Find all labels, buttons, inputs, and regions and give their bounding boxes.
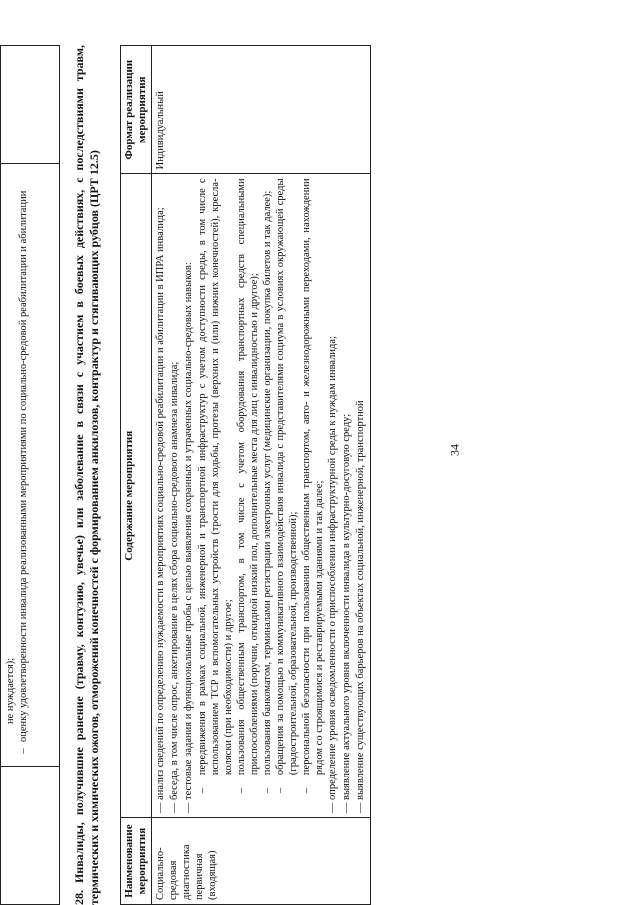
subitem-5: – персональной безопасности при пользовании общественным транспортом, авто- и железнодорожными переходами, нахождении рядом со строящимися и реставрируемыми зданиями и так далее; [301,178,325,794]
header-content: Содержание мероприятия [121,174,152,818]
rotated-sheet [0,5,640,905]
cell-format: Индивидуальный [152,46,371,174]
subitem-4: – обращения за помощью и коммуникативного взаимодействия инвалида с представителями социума в условиях окружающей среды (градостроительной, образовательной, производственной); [275,178,299,794]
measures-table [120,45,371,905]
header-format: Формат реализации мероприятия [121,46,152,174]
continuation-line-2: оценку удовлетворенности инвалида реализованными мероприятиями по социально-средовой реабилитации и абилитации [18,190,29,742]
continuation-name-cell [1,766,60,904]
table-header-row [121,46,152,905]
subitem-3: – пользования банкоматом, терминалами регистрации электронных услуг (медицинские организации, покупка билетов и так далее); [262,190,273,794]
continuation-line-1: не нуждается); [5,657,16,724]
dash: – [18,748,29,754]
item-6: — выявление существующих барьеров на объектах социальной, инженерной, транспортной [355,400,366,814]
header-name: Наименование мероприятия [121,818,152,905]
continuation-format-cell [1,46,60,164]
continuation-table [0,45,60,905]
continuation-content-cell [1,164,60,767]
section-heading: 28. Инвалиды, получившие ранение (травму, контузию, увечье) или заболевание в связи с участием в боевых действиях, с последствиями травм, термических и химических ожогов, отморожений конечностей с формированием анкилозов, контрактур и стягивающих рубцов (ЦРТ 12.5) [72,45,101,905]
page-number: 34 [447,444,462,456]
item-2: — беседа, в том числе опрос, анкетирование в целях сбора социально-средового анамнеза инвалида; [169,361,180,814]
item-1: — анализ сведений по определению нуждаемости в мероприятиях социально-средовой реабилитации и абилитации в ИПРА инвалида; [155,207,166,814]
table-row [152,46,371,905]
continuation-line-2-wrap [17,170,30,760]
cell-content [152,174,371,818]
item-5: — выявление актуального уровня включенности инвалида в культурно-досуговую среду; [341,413,352,814]
subitem-1: – передвижения в рамках социальной, инженерной и транспортной инфраструктур с учетом доступности среды, в том числе с использованием ТСР и вспомогательных устройств (трости для ходьбы, протезы (верхних и (или) нижних конечностей), кресла-коляски (при необходимости) и другое; [197,178,234,794]
cell-name: Социально-средовая диагностика первичная (входящая) [152,818,371,905]
item-4: — определение уровня осведомленности о приспособлении инфраструктурной среды к нуждам инвалида; [327,336,338,814]
subitem-2: – пользования общественным транспортом, в том числе с учетом оборудования транспортных средств специальными приспособлениями (поручни, откидной низкий пол, дополнительные места для лиц с инвалидностью и другое); [236,178,260,794]
item-3: — тестовые задания и функциональные пробы с целью выявления сохранных и утраченных социально-средовых навыков: [183,262,194,814]
